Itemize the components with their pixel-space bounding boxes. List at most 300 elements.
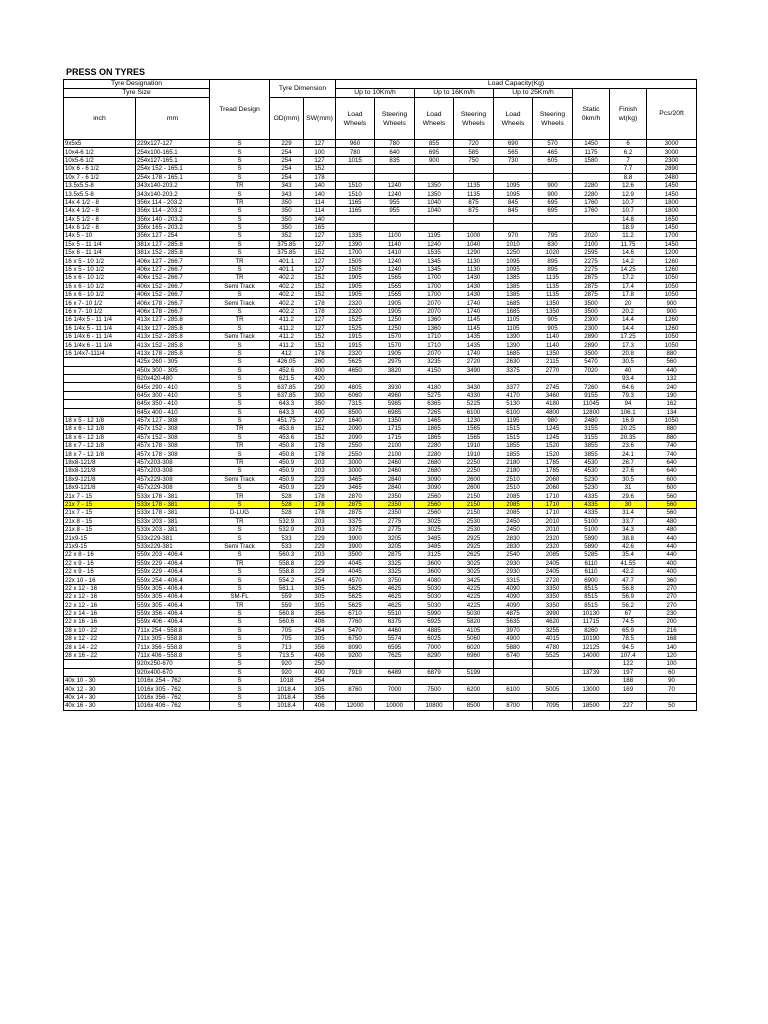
table-cell: 152 [304, 425, 336, 433]
table-row [64, 542, 697, 550]
table-cell: S [210, 651, 270, 659]
table-cell: 1260 [647, 257, 697, 265]
table-cell: 1865 [415, 433, 454, 441]
table-cell: 1130 [454, 265, 494, 273]
table-cell [533, 693, 573, 701]
table-cell: 1710 [415, 341, 454, 349]
table-cell: 305 [304, 685, 336, 693]
table-cell: 8515 [573, 601, 610, 609]
table-row [64, 383, 697, 391]
table-cell: 3375 [336, 525, 375, 533]
table-cell: 3025 [415, 517, 454, 525]
table-cell: 561.1 [270, 584, 304, 592]
table-cell: 895 [533, 257, 573, 265]
table-cell: 254x127-165.1 [136, 156, 210, 164]
table-cell: 16 1/4x 6 - 11 1/4 [64, 332, 136, 340]
table-cell: 203 [304, 458, 336, 466]
table-cell: 2875 [573, 274, 610, 282]
table-cell: 127 [304, 156, 336, 164]
table-cell: TR [210, 425, 270, 433]
table-cell [415, 374, 454, 382]
table-cell: 127 [304, 265, 336, 273]
table-cell: 9200 [336, 651, 375, 659]
table-cell: 711x 406 - 558.8 [136, 651, 210, 659]
table-cell: 127 [304, 257, 336, 265]
table-cell: 1015 [336, 156, 375, 164]
table-cell: 711x 356 - 558.8 [136, 643, 210, 651]
table-cell: 270 [647, 601, 697, 609]
table-cell: 16 x 5 - 10 1/2 [64, 257, 136, 265]
table-cell: S [210, 484, 270, 492]
table-cell: 845 [494, 207, 533, 215]
table-cell: 356 [304, 643, 336, 651]
table-cell: 270 [647, 584, 697, 592]
table-cell: S [210, 307, 270, 315]
table-cell [454, 215, 494, 223]
table-cell: 22 x 16 - 16 [64, 618, 136, 626]
table-cell: 1700 [647, 232, 697, 240]
table-cell [573, 660, 610, 668]
table-cell: 1390 [336, 240, 375, 248]
table-cell: 3375 [336, 517, 375, 525]
table-cell: 4570 [336, 576, 375, 584]
table-cell: 406x 152 - 266.7 [136, 282, 210, 290]
table-cell: 3205 [375, 542, 415, 550]
table-cell: 1016x 305 - 762 [136, 685, 210, 693]
table-cell: 16 x 7- 10 1/2 [64, 307, 136, 315]
table-cell: 1505 [336, 257, 375, 265]
table-cell: S [210, 525, 270, 533]
table-cell: 1105 [494, 324, 533, 332]
table-cell: 120 [647, 651, 697, 659]
table-cell: 645x 350 - 410 [136, 400, 210, 408]
table-cell: 2350 [375, 500, 415, 508]
table-cell: 1240 [375, 181, 415, 189]
header-tyre-dimension: Tyre Dimension [270, 80, 336, 98]
table-cell: 4780 [533, 643, 573, 651]
table-cell: 875 [454, 207, 494, 215]
table-cell: 5130 [494, 400, 533, 408]
table-cell: 1195 [494, 416, 533, 424]
table-cell: 40x 12 - 30 [64, 685, 136, 693]
table-cell: 1640 [336, 416, 375, 424]
header-load-wheels-10: Load Wheels [336, 98, 375, 140]
table-cell: 528 [270, 500, 304, 508]
table-cell: 3460 [533, 391, 573, 399]
table-cell: 18x8-121/8 [64, 458, 136, 466]
table-cell: 711x 305 - 558.8 [136, 635, 210, 643]
table-cell: 16 x 6 - 10 1/2 [64, 274, 136, 282]
table-cell: 7260 [573, 383, 610, 391]
table-cell: 450.9 [270, 458, 304, 466]
table-cell [494, 677, 533, 685]
table-cell: 1685 [494, 307, 533, 315]
table-cell: 3500 [573, 299, 610, 307]
table-cell: 381x 152 - 285.8 [136, 249, 210, 257]
table-cell: 413x 178 - 285.8 [136, 349, 210, 357]
table-cell: 558.8 [270, 559, 304, 567]
table-cell: 352 [270, 232, 304, 240]
table-cell: 5230 [573, 475, 610, 483]
table-cell: 795 [533, 232, 573, 240]
table-row [64, 358, 697, 366]
table-cell: 1520 [533, 450, 573, 458]
table-cell: 16 x 7- 10 1/2 [64, 299, 136, 307]
table-cell [494, 668, 533, 676]
table-cell: 2320 [336, 299, 375, 307]
table-cell: 2090 [336, 425, 375, 433]
table-cell: 18 x 6 - 12 1/8 [64, 433, 136, 441]
table-cell: 10.7 [610, 207, 647, 215]
table-cell: 1250 [494, 249, 533, 257]
table-cell: 980 [533, 416, 573, 424]
table-cell: 955 [375, 198, 415, 206]
table-cell: 1016x 356 - 762 [136, 693, 210, 701]
table-cell: 10x 6 - 6 1/2 [64, 165, 136, 173]
table-cell: 1450 [573, 140, 610, 148]
table-cell: 2070 [415, 349, 454, 357]
table-cell: 18 x 7 - 12 1/8 [64, 442, 136, 450]
table-cell: 2745 [533, 383, 573, 391]
table-cell: S [210, 391, 270, 399]
table-cell [573, 223, 610, 231]
table-cell: 197 [610, 668, 647, 676]
table-cell: 1100 [375, 232, 415, 240]
table-cell: 375.85 [270, 240, 304, 248]
table-cell: 645x 400 - 410 [136, 408, 210, 416]
table-cell: 26.7 [610, 458, 647, 466]
table-cell: 64.6 [610, 383, 647, 391]
table-cell: 900 [533, 190, 573, 198]
table-cell: 600 [647, 475, 697, 483]
table-cell: 2450 [494, 525, 533, 533]
table-cell: 406x 152 - 266.7 [136, 291, 210, 299]
table-cell: 14x 4 1/2 - 8 [64, 207, 136, 215]
table-cell: 14.2 [610, 257, 647, 265]
table-cell: 152 [304, 274, 336, 282]
table-cell: 8090 [336, 643, 375, 651]
table-row [64, 458, 697, 466]
table-cell: 47.7 [610, 576, 647, 584]
table-cell: 7919 [336, 668, 375, 676]
table-cell: 1000 [454, 232, 494, 240]
table-cell: 1520 [533, 442, 573, 450]
table-cell: 106.1 [610, 408, 647, 416]
table-cell: 50 [647, 702, 697, 710]
table-cell: 450.9 [270, 475, 304, 483]
table-cell: 140 [304, 215, 336, 223]
table-cell: S [210, 232, 270, 240]
table-cell: 406x 178 - 266.7 [136, 299, 210, 307]
table-cell: 420 [304, 374, 336, 382]
table-cell: 5100 [573, 517, 610, 525]
table-cell [454, 374, 494, 382]
table-cell: 7020 [573, 366, 610, 374]
table-cell: 5230 [573, 484, 610, 492]
table-cell: 356 [304, 609, 336, 617]
table-cell: 1018.4 [270, 693, 304, 701]
table-cell: 2680 [415, 467, 454, 475]
table-row [64, 232, 697, 240]
table-cell: 1140 [375, 240, 415, 248]
table-cell: 695 [415, 148, 454, 156]
table-cell: 560 [647, 358, 697, 366]
table-cell [454, 693, 494, 701]
table-cell: 14.8 [610, 215, 647, 223]
table-cell: S [210, 140, 270, 148]
table-cell: 920 [270, 668, 304, 676]
table-cell: 5625 [336, 593, 375, 601]
table-cell: 1240 [375, 190, 415, 198]
table-cell: 457x 178 - 308 [136, 442, 210, 450]
table-row [64, 584, 697, 592]
table-cell: 21x 7 - 15 [64, 500, 136, 508]
table-cell: 532.9 [270, 517, 304, 525]
table-cell: 1230 [454, 416, 494, 424]
table-cell: 114 [304, 207, 336, 215]
table-cell: 1350 [415, 190, 454, 198]
table-row [64, 198, 697, 206]
table-cell: 3325 [375, 567, 415, 575]
table-cell: S [210, 156, 270, 164]
table-cell: 1095 [494, 265, 533, 273]
table-cell: 4625 [375, 584, 415, 592]
table-cell: 216 [647, 626, 697, 634]
table-cell: 457x 127 - 308 [136, 416, 210, 424]
table-cell: 1905 [375, 307, 415, 315]
table-cell: 29.6 [610, 492, 647, 500]
table-row [64, 475, 697, 483]
table-cell: 74.5 [610, 618, 647, 626]
table-cell: 4180 [533, 400, 573, 408]
table-cell: 1465 [415, 416, 454, 424]
table-cell [533, 223, 573, 231]
table-cell: 4330 [454, 391, 494, 399]
table-cell: 1905 [336, 291, 375, 299]
table-row [64, 341, 697, 349]
table-cell: S [210, 500, 270, 508]
table-cell: 3000 [336, 458, 375, 466]
table-cell [415, 660, 454, 668]
table-cell: 2875 [573, 282, 610, 290]
table-cell: 16 1/4x 5 - 11 1/4 [64, 324, 136, 332]
table-cell: 2840 [375, 484, 415, 492]
table-cell: 640 [375, 148, 415, 156]
table-cell: 6200 [454, 685, 494, 693]
table-row [64, 442, 697, 450]
table-cell: 6750 [336, 635, 375, 643]
table-cell: 426.05 [270, 358, 304, 366]
table-cell: S [210, 341, 270, 349]
table-cell: S [210, 584, 270, 592]
table-cell: 18x9-121/8 [64, 475, 136, 483]
table-cell: 14x 5 1/2 - 8 [64, 215, 136, 223]
table-cell: 740 [647, 442, 697, 450]
table-cell: 41.55 [610, 559, 647, 567]
table-cell: 1260 [647, 316, 697, 324]
table-cell: 3125 [415, 551, 454, 559]
table-row [64, 282, 697, 290]
table-row [64, 249, 697, 257]
table-cell [415, 165, 454, 173]
table-cell: 1700 [415, 291, 454, 299]
table-cell: 711x 254 - 558.8 [136, 626, 210, 634]
table-cell: 5985 [375, 400, 415, 408]
table-cell: 11.2 [610, 232, 647, 240]
table-cell: 3000 [336, 467, 375, 475]
table-cell [336, 677, 375, 685]
table-cell [375, 223, 415, 231]
table-cell: 560 [647, 509, 697, 517]
table-cell: 3600 [415, 559, 454, 567]
table-cell: 356x 127 - 254 [136, 232, 210, 240]
table-cell: 3090 [415, 475, 454, 483]
table-cell: 402.2 [270, 299, 304, 307]
table-cell: 830 [533, 240, 573, 248]
table-row [64, 156, 697, 164]
table-cell: 5625 [336, 584, 375, 592]
table-cell: 1905 [375, 299, 415, 307]
table-cell: 9x5x5 [64, 140, 136, 148]
table-cell: 920x250-670 [136, 660, 210, 668]
table-cell: 1685 [494, 349, 533, 357]
table-cell: 880 [647, 425, 697, 433]
table-cell: 1195 [415, 232, 454, 240]
table-cell: 402.2 [270, 274, 304, 282]
table-cell: 400 [647, 567, 697, 575]
table-cell [336, 215, 375, 223]
table-cell: 4900 [494, 635, 533, 643]
table-row [64, 307, 697, 315]
table-cell: 451.75 [270, 416, 304, 424]
table-cell: 254 [270, 156, 304, 164]
header-mm: mm [136, 98, 210, 140]
table-cell: 78.5 [610, 635, 647, 643]
table-cell: 28 x 16 - 22 [64, 651, 136, 659]
table-cell: 200 [647, 618, 697, 626]
table-cell: 8290 [415, 651, 454, 659]
table-cell: 8760 [336, 685, 375, 693]
table-cell: 127 [304, 324, 336, 332]
table-cell: 780 [375, 140, 415, 148]
table-cell: 254 [270, 173, 304, 181]
table-cell: 13739 [573, 668, 610, 676]
table-cell: 16 x 6 - 10 1/2 [64, 291, 136, 299]
table-cell: 165 [304, 223, 336, 231]
table-cell [336, 660, 375, 668]
table-cell: 5880 [494, 643, 533, 651]
table-cell: 8500 [454, 702, 494, 710]
table-cell: 413x 152 - 285.8 [136, 332, 210, 340]
table-cell: 3465 [336, 484, 375, 492]
table-cell: 5890 [573, 542, 610, 550]
table-cell: S [210, 207, 270, 215]
table-cell: 229 [304, 559, 336, 567]
table-cell: 15x 5 - 11 1/4 [64, 240, 136, 248]
table-cell: 2100 [375, 442, 415, 450]
table-cell: 56.8 [610, 584, 647, 592]
table-cell: 3025 [454, 567, 494, 575]
table-cell: 1910 [454, 450, 494, 458]
table-cell: 1435 [454, 332, 494, 340]
table-cell: 640 [647, 458, 697, 466]
table-cell: 152 [304, 282, 336, 290]
table-cell: S [210, 677, 270, 685]
header-tyre-size: Tyre Size [64, 89, 210, 98]
table-cell: 855 [415, 140, 454, 148]
table-cell: 900 [647, 299, 697, 307]
table-cell: 453.6 [270, 433, 304, 441]
table-cell: 3820 [375, 366, 415, 374]
table-cell: 2550 [336, 442, 375, 450]
table-cell: 178 [304, 349, 336, 357]
table-cell: 229 [304, 475, 336, 483]
table-cell: 6100 [494, 408, 533, 416]
table-cell: 127 [304, 416, 336, 424]
table-cell: 17.3 [610, 341, 647, 349]
table-cell: 695 [533, 198, 573, 206]
table-cell: 440 [647, 551, 697, 559]
table-cell: 1450 [647, 181, 697, 189]
table-cell: 412 [270, 349, 304, 357]
table-cell [336, 165, 375, 173]
table-cell: 14x 5 - 10 [64, 232, 136, 240]
table-cell: 6375 [375, 618, 415, 626]
table-cell: 5990 [415, 609, 454, 617]
table-cell: 3000 [647, 140, 697, 148]
table-cell: 621.5 [270, 374, 304, 382]
table-cell [375, 173, 415, 181]
table-cell: 406x 152 - 266.7 [136, 274, 210, 282]
table-cell: 2770 [533, 366, 573, 374]
table-cell: 730 [494, 156, 533, 164]
table-cell: 3855 [573, 450, 610, 458]
table-cell: 4805 [336, 383, 375, 391]
table-cell: 880 [647, 349, 697, 357]
table-row [64, 509, 697, 517]
table-cell: 2600 [454, 475, 494, 483]
table-cell: 38.8 [610, 534, 647, 542]
table-cell: 465 [533, 148, 573, 156]
table-cell: 93.4 [610, 374, 647, 382]
table-cell: 6.2 [610, 148, 647, 156]
table-cell: 3000 [647, 148, 697, 156]
table-row [64, 349, 697, 357]
table-cell: 955 [375, 207, 415, 215]
table-cell: S [210, 240, 270, 248]
table-cell [454, 660, 494, 668]
table-cell: 6365 [415, 400, 454, 408]
table-cell: 1580 [573, 156, 610, 164]
table-cell: 533x 178 - 381 [136, 509, 210, 517]
table-cell: 1915 [336, 341, 375, 349]
table-cell: 3500 [573, 307, 610, 315]
table-cell: 2875 [336, 509, 375, 517]
table-cell: S [210, 215, 270, 223]
table-row [64, 677, 697, 685]
table-cell: 356x 114 - 203.2 [136, 198, 210, 206]
table-cell: 7.7 [610, 165, 647, 173]
header-tread-design: Tread Design [210, 80, 270, 140]
table-cell: S [210, 349, 270, 357]
table-cell: 1525 [336, 324, 375, 332]
table-cell: D-LUG [210, 509, 270, 517]
table-row [64, 257, 697, 265]
table-cell: 28 x 12 - 22 [64, 635, 136, 643]
table-cell: 13.5x5.5-8 [64, 190, 136, 198]
table-cell: 2560 [415, 509, 454, 517]
header-od: OD(mm) [270, 98, 304, 140]
